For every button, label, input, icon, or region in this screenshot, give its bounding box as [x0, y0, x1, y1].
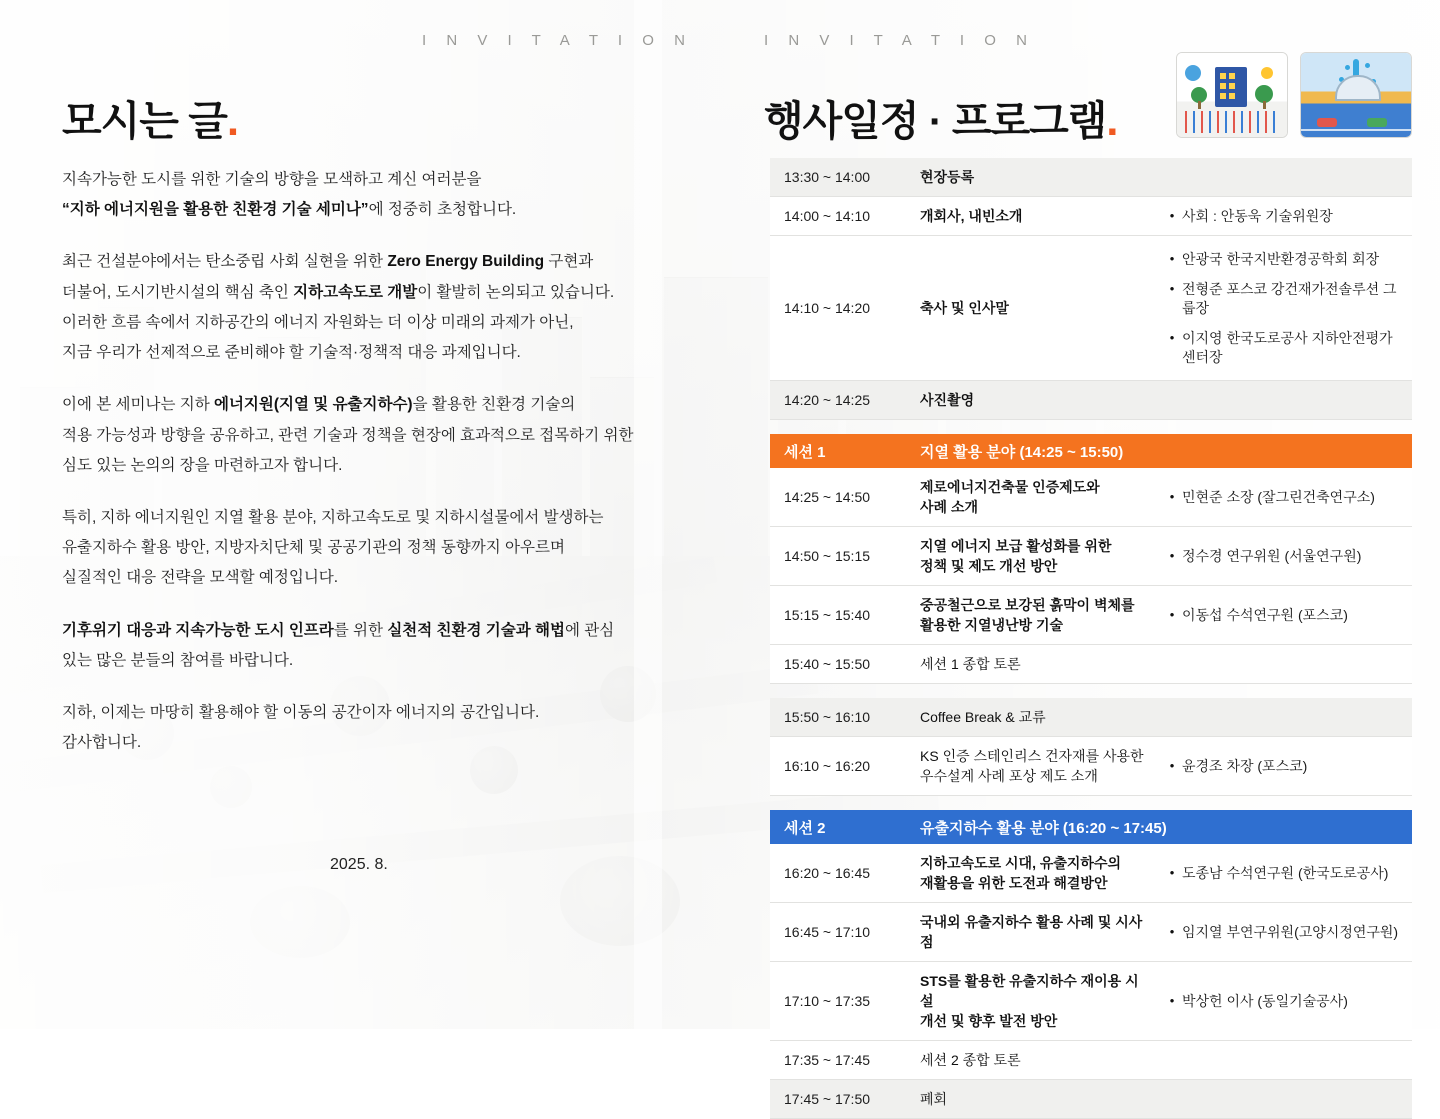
schedule-session-title: 지열 에너지 보급 활성화를 위한 정책 및 제도 개선 방안 — [920, 538, 1112, 575]
schedule-session-title: 현장등록 — [920, 169, 975, 185]
schedule-section-header — [770, 434, 1412, 468]
kicker-left: I N V I T A T I O N — [422, 32, 693, 49]
bullet-icon: • — [1169, 251, 1175, 266]
schedule-speakers — [1162, 737, 1412, 795]
letter-p1-l1: 지속가능한 도시를 위한 기술의 방향을 모색하고 계신 여러분을 — [62, 171, 482, 188]
schedule-time: 14:50 ~ 15:15 — [784, 548, 871, 565]
schedule-section-label: 세션 2 — [784, 819, 826, 837]
letter-p3-l2: 적용 가능성과 방향을 공유하고, 관련 기술과 정책을 현장에 효과적으로 접목하기 위한 — [62, 426, 634, 444]
schedule-session-title: 폐회 — [920, 1091, 948, 1108]
schedule-speakers — [1162, 844, 1412, 902]
speaker-name: 임지열 부연구위원(고양시정연구원) — [1182, 924, 1399, 940]
schedule-session-title: 축사 및 인사말 — [920, 300, 1009, 317]
table-row — [770, 197, 1412, 236]
title-dot-icon-right: . — [1106, 96, 1118, 145]
schedule-spacer — [770, 420, 1412, 434]
schedule-time: 14:10 ~ 14:20 — [784, 300, 871, 317]
table-row — [770, 844, 1412, 903]
letter-p5-l1b: 를 위한 — [333, 621, 388, 639]
bullet-icon: • — [1169, 993, 1175, 1008]
speaker-entry — [1162, 757, 1404, 776]
table-row — [770, 645, 1412, 684]
bullet-icon: • — [1169, 489, 1175, 504]
page-title-schedule — [764, 88, 1118, 147]
schedule-speakers — [1162, 197, 1412, 235]
letter-p2-l1c: 구현과 — [544, 253, 594, 271]
letter-paragraph-6 — [62, 698, 672, 758]
schedule-time: 16:45 ~ 17:10 — [784, 924, 871, 941]
schedule-time: 16:20 ~ 16:45 — [784, 865, 871, 882]
letter-p4-l2: 유출지하수 활용 방안, 지방자치단체 및 공공기관의 정책 동향까지 아우르며 — [62, 539, 565, 557]
table-row — [770, 1041, 1412, 1080]
speaker-entry — [1162, 923, 1404, 942]
schedule-speakers — [1162, 381, 1412, 419]
letter-p2-l4: 지금 우리가 선제적으로 준비해야 할 기술적·정책적 대응 과제입니다. — [62, 344, 521, 362]
schedule-speakers — [1162, 527, 1412, 585]
schedule-time: 16:10 ~ 16:20 — [784, 758, 871, 775]
table-row — [770, 468, 1412, 527]
bullet-icon: • — [1169, 865, 1175, 880]
green-building-logo-icon — [1176, 52, 1288, 138]
table-row — [770, 158, 1412, 197]
table-row — [770, 1080, 1412, 1119]
schedule-session-title: 국내외 유출지하수 활용 사례 및 시사점 — [920, 914, 1143, 951]
letter-p1-seminar-name: “지하 에너지원을 활용한 친환경 기술 세미나” — [62, 201, 369, 219]
table-row — [770, 527, 1412, 586]
letter-p5-l1d: 에 관심 — [564, 621, 615, 639]
schedule-time: 15:50 ~ 16:10 — [784, 709, 871, 726]
bullet-icon: • — [1169, 329, 1175, 345]
speaker-name: 도종남 수석연구원 (한국도로공사) — [1182, 865, 1389, 881]
schedule-speakers — [1162, 1080, 1412, 1118]
letter-p3-energy-source: 에너지원(지열 및 유출지하수) — [213, 396, 413, 414]
schedule-time: 14:20 ~ 14:25 — [784, 392, 871, 409]
letter-p2-l2a: 더불어, 도시기반시설의 핵심 축인 — [62, 283, 294, 301]
speaker-name: 박상헌 이사 (동일기술공사) — [1182, 993, 1348, 1009]
letter-paragraph-5 — [62, 616, 672, 676]
table-row — [770, 698, 1412, 737]
table-row — [770, 737, 1412, 796]
schedule-time: 13:30 ~ 14:00 — [784, 169, 871, 185]
bullet-icon: • — [1169, 280, 1175, 296]
letter-p4-l3: 실질적인 대응 전략을 모색할 예정입니다. — [62, 569, 339, 587]
schedule-section-title: 유출지하수 활용 분야 (16:20 ~ 17:45) — [920, 819, 1167, 837]
bullet-icon: • — [1169, 758, 1175, 773]
schedule-session-title: 제로에너지건축물 인증제도와 사례 소개 — [920, 479, 1100, 516]
speaker-name: 사회 : 안동욱 기술위원장 — [1182, 207, 1333, 224]
page-title-schedule-text: 행사일정 · 프로그램 — [764, 98, 1107, 144]
schedule-session-title: 지하고속도로 시대, 유출지하수의 재활용을 위한 도전과 해결방안 — [920, 855, 1122, 892]
schedule-time: 17:45 ~ 17:50 — [784, 1091, 871, 1108]
title-dot-icon: . — [226, 96, 239, 145]
schedule-session-title: STS를 활용한 유출지하수 재이용 시설 개선 및 향후 발전 방안 — [920, 973, 1139, 1030]
speaker-entry — [1162, 547, 1404, 566]
letter-paragraph-4 — [62, 503, 672, 594]
schedule-section-label: 세션 1 — [784, 443, 826, 461]
schedule-time: 14:00 ~ 14:10 — [784, 208, 871, 224]
letter-p3-l1a: 이에 본 세미나는 지하 — [62, 396, 214, 414]
letter-p2-l1a: 최근 건설분야에서는 탄소중립 사회 실현을 위한 — [62, 253, 388, 271]
speaker-name: 이지영 한국도로공사 지하안전평가센터장 — [1182, 329, 1393, 365]
speaker-name: 민현준 소장 (잘그린건축연구소) — [1182, 489, 1375, 505]
groundwater-logo-icon — [1300, 52, 1412, 138]
schedule-speakers — [1162, 903, 1412, 961]
schedule-speakers — [1162, 468, 1412, 526]
speaker-name: 안광국 한국지반환경공학회 회장 — [1182, 251, 1380, 267]
schedule-section-title: 지열 활용 분야 (14:25 ~ 15:50) — [920, 443, 1124, 461]
speaker-entry — [1162, 250, 1404, 269]
schedule-spacer — [770, 796, 1412, 810]
schedule-speakers — [1162, 236, 1412, 380]
speaker-entry — [1162, 329, 1404, 367]
bullet-icon: • — [1169, 207, 1175, 223]
letter-p6-l2: 감사합니다. — [62, 734, 142, 752]
schedule-speakers — [1162, 158, 1412, 196]
table-row — [770, 962, 1412, 1041]
letter-signature-date: 2025. 8. — [330, 856, 388, 873]
page-title-greeting — [62, 88, 238, 147]
schedule-speakers — [1162, 586, 1412, 644]
schedule-spacer — [770, 684, 1412, 698]
page-title-greeting-text: 모시는 글 — [62, 98, 227, 144]
schedule-session-title: Coffee Break & 교류 — [920, 709, 1046, 726]
speaker-name: 윤경조 차장 (포스코) — [1182, 758, 1308, 774]
letter-p3-l3: 심도 있는 논의의 장을 마련하고자 합니다. — [62, 456, 343, 474]
speaker-name: 전형준 포스코 강건재가전솔루션 그룹장 — [1182, 280, 1397, 316]
schedule-session-title: 세션 1 종합 토론 — [920, 656, 1021, 673]
table-row — [770, 236, 1412, 381]
schedule-time: 14:25 ~ 14:50 — [784, 489, 871, 506]
letter-p2-l3: 이러한 흐름 속에서 지하공간의 에너지 자원화는 더 이상 미래의 과제가 아닌, — [62, 313, 574, 331]
schedule-session-title: 사진촬영 — [920, 392, 975, 409]
schedule-session-title: 세션 2 종합 토론 — [920, 1052, 1021, 1069]
bullet-icon: • — [1169, 924, 1175, 939]
schedule-speakers — [1162, 1041, 1412, 1079]
schedule-session-title: 중공철근으로 보강된 흙막이 벽체를 활용한 지열냉난방 기술 — [920, 597, 1135, 634]
letter-p5-solutions: 실천적 친환경 기술과 해법 — [387, 621, 565, 639]
letter-p4-l1: 특히, 지하 에너지원인 지열 활용 분야, 지하고속도로 및 지하시설물에서 발생하는 — [62, 508, 604, 526]
table-row — [770, 381, 1412, 420]
schedule-session-title: KS 인증 스테인리스 건자재를 사용한 우수설계 사례 포상 제도 소개 — [920, 748, 1144, 785]
schedule-speakers — [1162, 698, 1412, 736]
letter-p5-climate: 기후위기 대응과 지속가능한 도시 인프라 — [62, 621, 334, 639]
table-row — [770, 586, 1412, 645]
schedule-section-header — [770, 810, 1412, 844]
speaker-entry — [1162, 280, 1404, 318]
bullet-icon: • — [1169, 607, 1175, 622]
invitation-letter — [62, 165, 672, 781]
bullet-icon: • — [1169, 548, 1175, 563]
speaker-entry — [1162, 488, 1404, 507]
letter-p2-zeb: Zero Energy Building — [387, 253, 545, 271]
letter-p2-l2c: 이 활발히 논의되고 있습니다. — [417, 283, 615, 301]
kicker-right: I N V I T A T I O N — [764, 32, 1035, 49]
schedule-speakers — [1162, 645, 1412, 683]
logo-badges — [1176, 52, 1412, 138]
speaker-entry — [1162, 992, 1404, 1011]
schedule-time: 17:35 ~ 17:45 — [784, 1052, 871, 1069]
letter-p1-l2-rest: 에 정중히 초청합니다. — [368, 201, 517, 219]
table-row — [770, 903, 1412, 962]
speaker-entry — [1162, 207, 1404, 226]
letter-paragraph-2 — [62, 247, 672, 368]
letter-p6-l1: 지하, 이제는 마땅히 활용해야 할 이동의 공간이자 에너지의 공간입니다. — [62, 704, 540, 722]
schedule-time: 15:40 ~ 15:50 — [784, 656, 871, 673]
speaker-entry — [1162, 606, 1404, 625]
schedule-time: 15:15 ~ 15:40 — [784, 607, 871, 624]
speaker-entry — [1162, 864, 1404, 883]
letter-p3-l1c: 을 활용한 친환경 기술의 — [412, 396, 576, 414]
letter-p2-underground-highway: 지하고속도로 개발 — [293, 283, 418, 301]
schedule-table — [770, 158, 1412, 1119]
letter-paragraph-3 — [62, 390, 672, 481]
speaker-name: 정수경 연구위원 (서울연구원) — [1182, 548, 1362, 564]
schedule-time: 17:10 ~ 17:35 — [784, 993, 871, 1010]
letter-p5-l2: 있는 많은 분들의 참여를 바랍니다. — [62, 651, 294, 669]
schedule-session-title: 개회사, 내빈소개 — [920, 208, 1023, 224]
speaker-name: 이동섭 수석연구원 (포스코) — [1182, 607, 1348, 623]
letter-paragraph-1 — [62, 165, 672, 225]
